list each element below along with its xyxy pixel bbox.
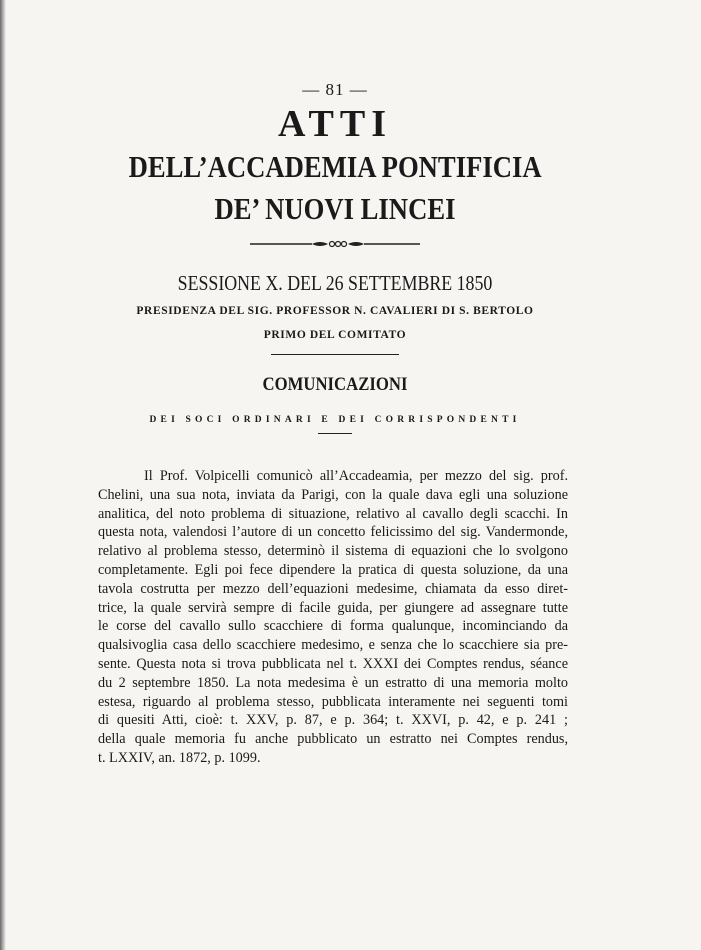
body-line: della quale memoria fu anche pubblicato un estratto nei Comptes rendus, [98, 731, 568, 748]
body-line: du 2 septembre 1850. La nota medesima è un estratto di una memoria molto [98, 674, 568, 691]
title-line-1: DELL’ACCADEMIA PONTIFICIA [128, 149, 542, 184]
body-line: Il Prof. Volpicelli comunicò all’Accadeamia, per mezzo del sig. prof. [144, 468, 568, 484]
presidency-line-1: PRESIDENZA DEL SIG. PROFESSOR N. CAVALIERI DI S. BERTOLO [136, 305, 534, 317]
section-subtitle: DEI SOCI ORDINARI E DEI CORRISPONDENTI [149, 415, 521, 425]
section-rule [271, 354, 399, 355]
body-line: t. LXXIV, an. 1872, p. 1099. [98, 749, 261, 766]
body-line: estesa, riguardo al problema stesso, pubblicata interamente nei seguenti tomi [98, 693, 568, 710]
page-header [95, 80, 575, 434]
page-binding-edge [0, 0, 6, 950]
body-paragraph [98, 467, 568, 768]
page-number: — 81 — [302, 80, 368, 99]
section-title: COMUNICAZIONI [262, 374, 408, 395]
body-line: qualsivoglia casa dello scacchiere medesimo, e senza che lo scacchiere sia pre- [98, 637, 568, 654]
ornament-divider [250, 238, 420, 250]
body-line: le corse del cavallo sullo scacchiere di forma qualunque, incominciando da [98, 618, 568, 635]
session-heading: SESSIONE X. DEL 26 SETTEMBRE 1850 [177, 271, 493, 295]
presidency-line-2: PRIMO DEL COMITATO [263, 329, 407, 341]
body-line: trice, la quale servirà sempre di facile guida, per giungere ad assegnare tutte [98, 599, 568, 616]
body-line: tavola costrutta per mezzo dell’equazioni medesime, chiamata da esso diret- [98, 580, 568, 597]
title-main: ATTI [277, 103, 393, 145]
body-line: analitica, del noto problema di situazione, relativo al cavallo degli scacchi. In [98, 505, 568, 522]
body-line: relativo al problema stesso, determinò il sistema di equazioni che lo svolgono [98, 543, 568, 560]
body-line: completamente. Egli poi fece dipendere la pratica di questa soluzione, da una [98, 561, 568, 578]
body-line: questa nota, valendosi l’autore di un concetto felicissimo del sig. Vandermonde, [98, 524, 568, 541]
body-line: di quesiti Atti, cioè: t. XXV, p. 87, e p. 364; t. XXVI, p. 42, e p. 241 ; [98, 712, 568, 729]
body-line: sente. Questa nota si trova pubblicata nel t. XXXI dei Comptes rendus, séance [98, 655, 568, 672]
short-rule [318, 433, 352, 434]
body-line: Chelini, una sua nota, inviata da Parigi, con la quale dava egli una soluzione [98, 486, 568, 503]
title-line-2: DE’ NUOVI LINCEI [214, 191, 456, 226]
